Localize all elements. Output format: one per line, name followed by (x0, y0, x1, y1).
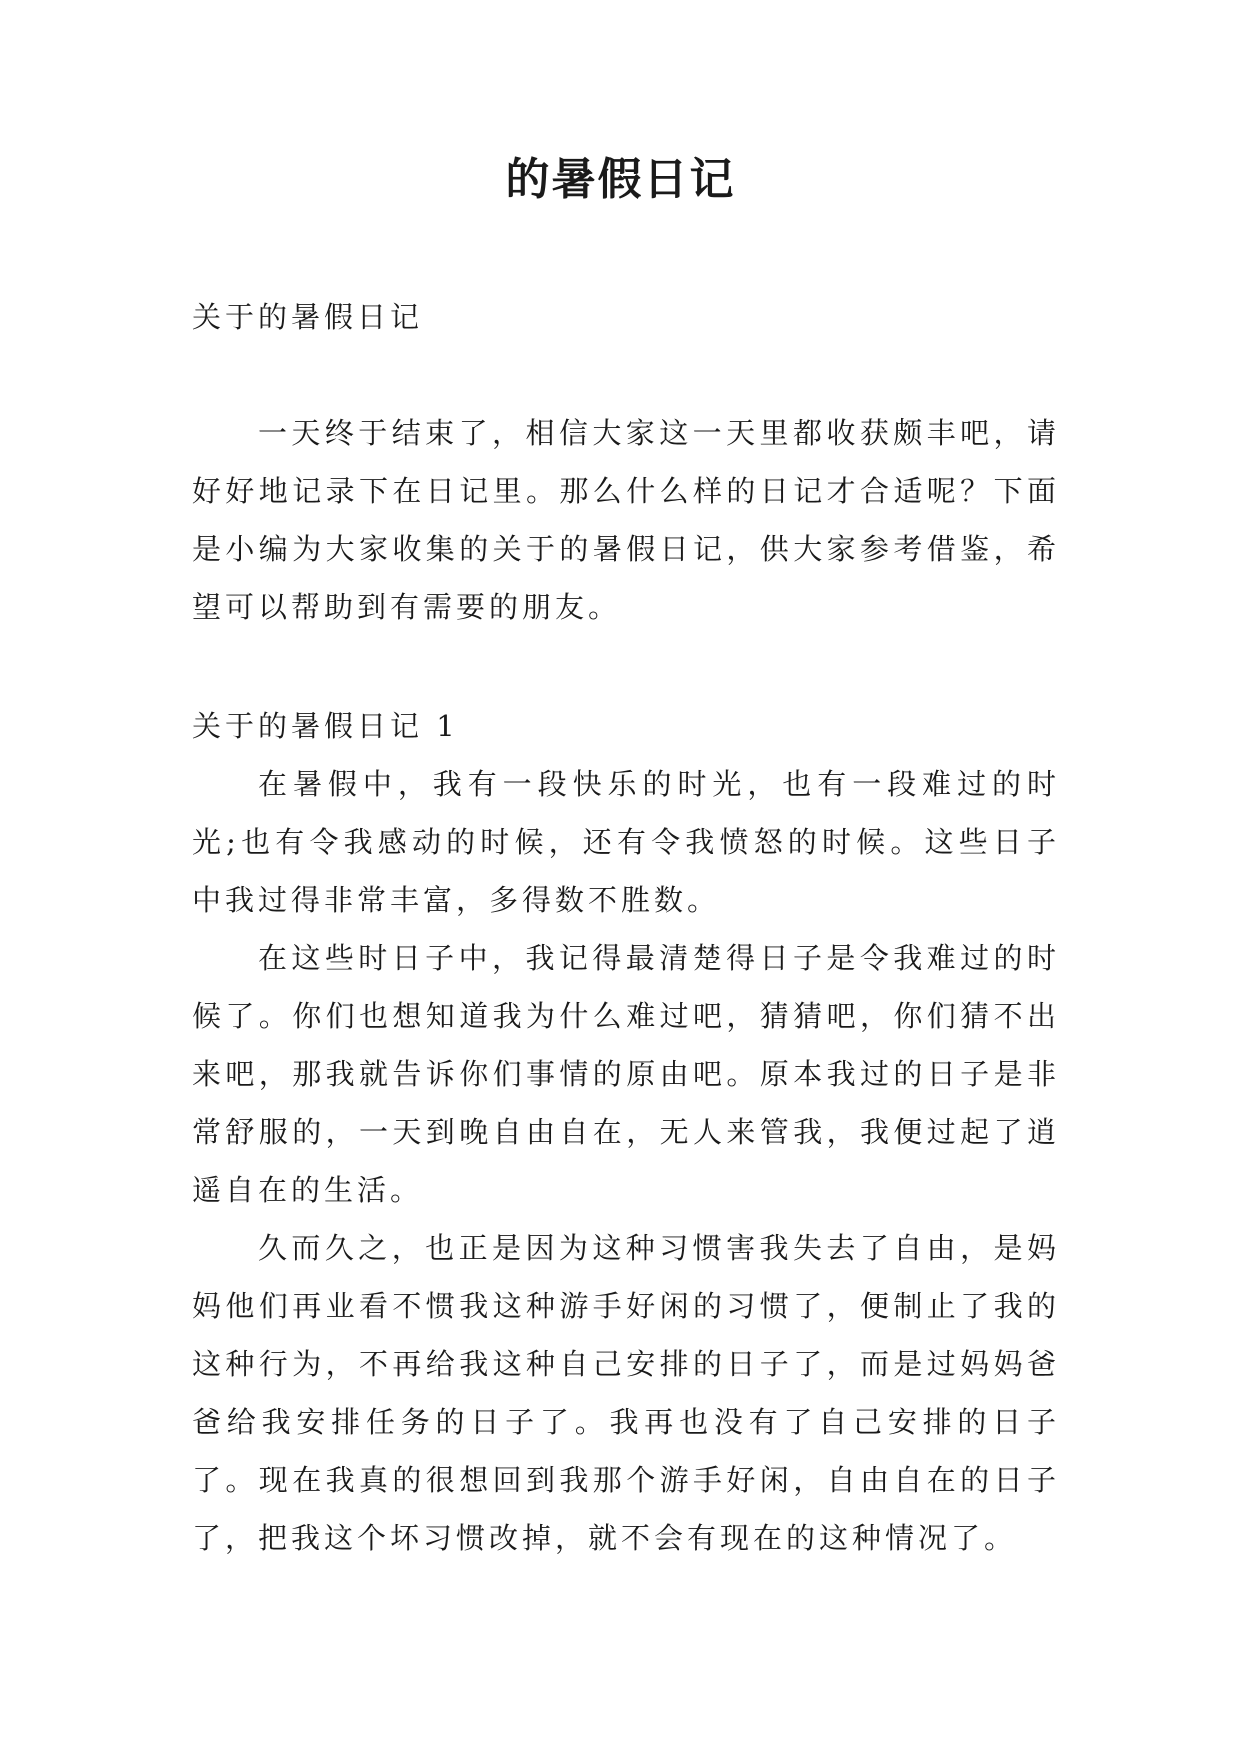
body-paragraph: 在这些时日子中，我记得最清楚得日子是令我难过的时候了。你们也想知道我为什么难过吧，猜猜吧，你们猜不出来吧，那我就告诉你们事情的原由吧。原本我过的日子是非常舒服的，一天到晚自由自在，无人来管我，我便过起了逍遥自在的生活。 (192, 941, 1060, 1207)
section-body (192, 755, 1060, 1567)
section-heading: 关于的暑假日记 1 (192, 709, 459, 743)
intro-paragraph: 一天终于结束了，相信大家这一天里都收获颇丰吧，请好好地记录下在日记里。那么什么样的日记才合适呢？下面是小编为大家收集的关于的暑假日记，供大家参考借鉴，希望可以帮助到有需要的朋友。 (192, 416, 1060, 624)
document-title: 的暑假日记 (505, 154, 736, 205)
document-subtitle: 关于的暑假日记 (192, 300, 424, 334)
body-paragraph: 久而久之，也正是因为这种习惯害我失去了自由，是妈妈他们再业看不惯我这种游手好闲的习惯了，便制止了我的这种行为，不再给我这种自己安排的日子了，而是过妈妈爸爸给我安排任务的日子了。我再也没有了自己安排的日子了。现在我真的很想回到我那个游手好闲，自由自在的日子了，把我这个坏习惯改掉，就不会有现在的这种情况了。 (192, 1231, 1060, 1555)
body-paragraph: 在暑假中，我有一段快乐的时光，也有一段难过的时光;也有令我感动的时候，还有令我愤怒的时候。这些日子中我过得非常丰富，多得数不胜数。 (192, 767, 1060, 917)
